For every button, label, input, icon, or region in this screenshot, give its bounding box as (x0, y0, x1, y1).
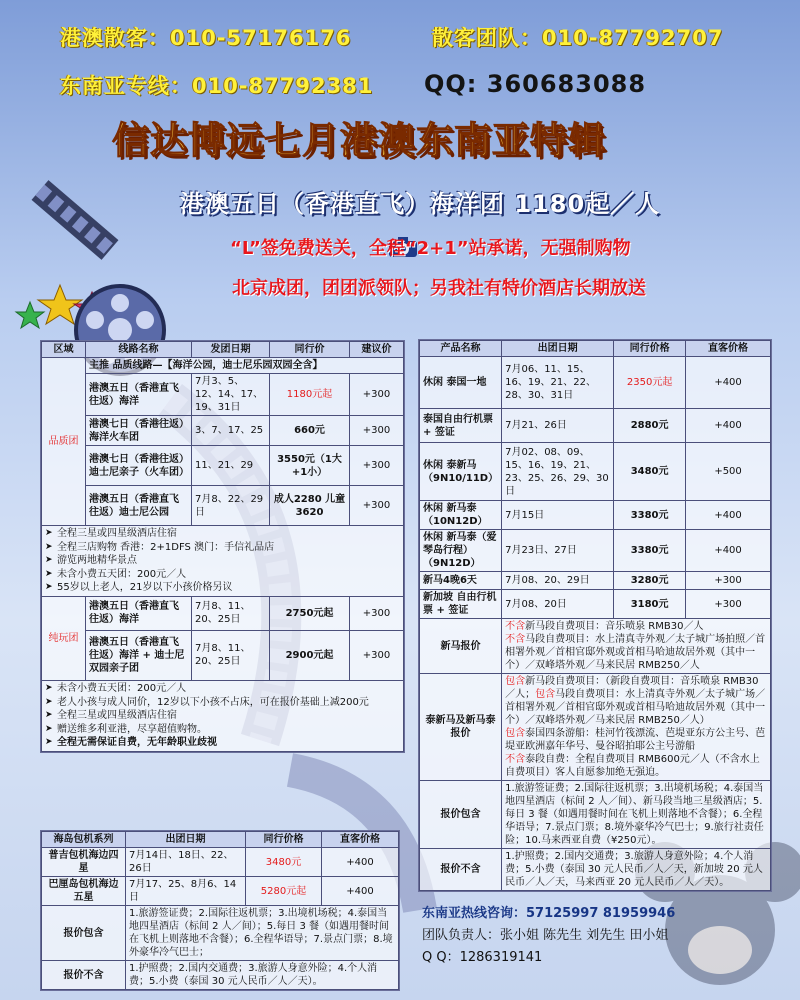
contact-qq: Q Q：1286319141 (422, 950, 543, 965)
route-suggest: +300 (350, 374, 404, 416)
route-price: 成人2280 儿童3620 (270, 486, 350, 526)
route-price: 3550元（1大+1小） (270, 446, 350, 486)
product-name: 泰国自由行机票 + 签证 (420, 409, 502, 443)
col-header: 出团日期 (502, 341, 614, 357)
note-item: ➤ 全程无需保证自费，无年龄职业歧视 (45, 736, 400, 750)
promo-line-2: 北京成团，团团派领队；另我社有特价酒店长期放送 (232, 278, 646, 299)
product-suggest: +300 (686, 590, 771, 619)
route-name: 港澳七日（香港往返）海洋火车团 (86, 416, 192, 446)
col-header: 同行价格 (614, 341, 686, 357)
product-suggest: +400 (686, 409, 771, 443)
route-price: 2750元起 (270, 596, 350, 630)
product-dates: 7月23日、27日 (502, 530, 614, 572)
col-header: 直客价格 (686, 341, 771, 357)
product-price: 2880元 (614, 409, 686, 443)
charter-price: 5280元起 (246, 877, 322, 906)
col-header: 线路名称 (86, 342, 192, 358)
route-price: 1180元起 (270, 374, 350, 416)
col-header: 出团日期 (126, 832, 246, 848)
route-price: 2900元起 (270, 630, 350, 680)
group-phone: 散客团队：010-87792707 (432, 26, 724, 50)
product-suggest: +400 (686, 501, 771, 530)
product-price: 3480元 (614, 443, 686, 501)
charter-suggest: +400 (322, 848, 399, 877)
notes-list-1 (45, 527, 400, 595)
charter-dates: 7月14日、18日、22、26日 (126, 848, 246, 877)
route-dates: 7月8、11、20、25日 (192, 630, 270, 680)
header-qq: QQ: 360683088 (424, 70, 647, 98)
txm-text: 包含新马段自费项目：（新段自费项目：音乐喷泉 RMB30／人；包含马段自费项目：水上清真寺外观／太子城广场／首相署外观／首相官邸外观或首相马哈迪故居外观（其中一个）／双峰塔外观／马来民居 RMB250／人） 包含泰国四条游船：桂河竹筏漂流、芭堤亚东方公主号、芭堤亚欧洲嘉年华号、曼谷昭拍耶公主号游船 不含泰段自费：全程自费项目 RMB600元／人（不含水上自费项目）客人自愿参加绝无强迫。 (502, 674, 771, 781)
product-name: 新马4晚6天 (420, 572, 502, 590)
excludes-label: 报价不含 (42, 961, 126, 990)
route-name: 港澳五日（香港直飞往返）海洋 + 迪士尼双园亲子团 (86, 630, 192, 680)
note-item: ➤ 全程三店购物 香港：2+1DFS 澳门：手信礼品店 (45, 541, 400, 555)
product-dates: 7月02、08、09、15、16、19、21、23、25、26、29、30日 (502, 443, 614, 501)
col-header: 产品名称 (420, 341, 502, 357)
includes-text: 1.旅游签证费；2.国际往返机票；3.出境机场税；4.泰国当地四星酒店（标间 2 人／间）、新马段当地三星级酒店；5.每日 3 餐（如遇用餐时间在飞机上则落地不含餐）；6.全程华语导；7.景点门票；8.境外豪华冷气巴士；9.旅行社责任险；10.马来西亚自费（¥250元）。 (502, 781, 771, 849)
charter-price: 3480元 (246, 848, 322, 877)
main-line: 主推 品质线路—【海洋公园，迪士尼乐园双园全含】 (86, 358, 404, 374)
note-item: ➤ 赠送维多利亚港，尽享超值购物。 (45, 723, 400, 737)
island-charter-table (40, 830, 400, 991)
col-header: 同行价 (270, 342, 350, 358)
charter-suggest: +400 (322, 877, 399, 906)
col-header: 同行价格 (246, 832, 322, 848)
product-price: 3280元 (614, 572, 686, 590)
route-dates: 7月8、22、29日 (192, 486, 270, 526)
route-dates: 11、21、29 (192, 446, 270, 486)
includes-label: 报价包含 (42, 906, 126, 961)
product-name: 休闲 新马泰（10N12D） (420, 501, 502, 530)
xm-text: 不含新马段自费项目：音乐喷泉 RMB30／人 不含马段自费项目：水上清真寺外观／太子城广场拍照／首相署外观／首相官邸外观或首相马哈迪故居外观（其中一个）／双峰塔外观／马来民居 RMB250／人 (502, 619, 771, 674)
product-dates: 7月08、20日 (502, 590, 614, 619)
includes-text: 1.旅游签证费；2.国际往返机票；3.出境机场税；4.泰国当地四星酒店（标间 2 人／间）；5.每日 3 餐（如遇用餐时间在飞机上则落地不含餐）；6.全程华语导；7.景点门票；8.境外豪华冷气巴士； (126, 906, 399, 961)
route-dates: 7月3、5、12、14、17、19、31日 (192, 374, 270, 416)
product-suggest: +400 (686, 357, 771, 409)
route-name: 港澳五日（香港直飞往返）迪士尼公园 (86, 486, 192, 526)
route-name: 港澳七日（香港往返）迪士尼亲子（火车团） (86, 446, 192, 486)
promo-line-1: “L”签免费送关，全程“2+1”站承诺，无强制购物 (230, 238, 631, 259)
product-dates: 7月08、20、29日 (502, 572, 614, 590)
hk-retail-phone: 港澳散客：010-57176176 (60, 26, 352, 50)
hk-macau-table (40, 340, 405, 753)
note-item: ➤ 未含小费五天团：200元／人 (45, 682, 400, 696)
route-suggest: +300 (350, 446, 404, 486)
route-name: 港澳五日（香港直飞往返）海洋 (86, 374, 192, 416)
note-item: ➤ 全程三星或四星级酒店住宿 (45, 709, 400, 723)
note-item: ➤ 未含小费五天团：200元／人 (45, 568, 400, 582)
note-item: ➤ 55岁以上老人，21岁以下小孩价格另议 (45, 581, 400, 595)
sea-phone: 东南亚专线：010-87792381 (60, 74, 374, 98)
col-header: 海岛包机系列 (42, 832, 126, 848)
route-price: 660元 (270, 416, 350, 446)
col-header: 区域 (42, 342, 86, 358)
route-suggest: +300 (350, 596, 404, 630)
team-leaders: 团队负责人：张小姐 陈先生 刘先生 田小姐 (422, 928, 669, 943)
route-dates: 7月8、11、20、25日 (192, 596, 270, 630)
product-dates: 7月21、26日 (502, 409, 614, 443)
route-dates: 3、7、17、25 (192, 416, 270, 446)
product-name: 休闲 新马泰（爱琴岛行程）（9N12D） (420, 530, 502, 572)
product-dates: 7月06、11、15、16、19、21、22、28、30、31日 (502, 357, 614, 409)
excludes-label: 报价不含 (420, 849, 502, 891)
product-dates: 7月15日 (502, 501, 614, 530)
excludes-text: 1.护照费；2.国内交通费；3.旅游人身意外险；4.个人消费；5.小费（泰国 30 元人民币／人／天）。 (126, 961, 399, 990)
page-title: 信达博远七月港澳东南亚特辑 (112, 119, 606, 162)
route-name: 港澳五日（香港直飞往返）海洋 (86, 596, 192, 630)
charter-name: 巴厘岛包机海边五星 (42, 877, 126, 906)
note-item: ➤ 老人小孩与成人同价，12岁以下小孩不占床，可在报价基础上减200元 (45, 696, 400, 710)
page-subtitle: 港澳五日（香港直飞）海洋团 1180起／人 (180, 190, 661, 218)
region-label: 纯玩团 (42, 596, 86, 680)
excludes-text: 1.护照费；2.国内交通费；3.旅游人身意外险；4.个人消费；5.小费（泰国 30 元人民币／人／天，新加坡 20 元人民币／人／天，马来西亚 20 元人民币／人／天）。 (502, 849, 771, 891)
product-suggest: +500 (686, 443, 771, 501)
product-name: 休闲 泰国一地 (420, 357, 502, 409)
notes-list-2 (45, 682, 400, 750)
southeast-asia-table (418, 339, 772, 892)
product-name: 新加坡 自由行机票 + 签证 (420, 590, 502, 619)
txm-label: 泰新马及新马泰报价 (420, 674, 502, 781)
note-item: ➤ 全程三星或四星级酒店住宿 (45, 527, 400, 541)
route-suggest: +300 (350, 630, 404, 680)
product-suggest: +400 (686, 530, 771, 572)
product-price: 2350元起 (614, 357, 686, 409)
region-label: 品质团 (42, 358, 86, 526)
xm-label: 新马报价 (420, 619, 502, 674)
product-price: 3380元 (614, 501, 686, 530)
col-header: 建议价 (350, 342, 404, 358)
route-suggest: +300 (350, 486, 404, 526)
col-header: 发团日期 (192, 342, 270, 358)
product-name: 休闲 泰新马（9N10/11D） (420, 443, 502, 501)
product-price: 3180元 (614, 590, 686, 619)
contact-block (422, 903, 772, 969)
charter-dates: 7月17、25、8月6、14日 (126, 877, 246, 906)
product-price: 3380元 (614, 530, 686, 572)
hotline: 东南亚热线咨询：57125997 81959946 (422, 906, 676, 921)
route-suggest: +300 (350, 416, 404, 446)
charter-name: 普吉包机海边四星 (42, 848, 126, 877)
col-header: 直客价格 (322, 832, 399, 848)
includes-label: 报价包含 (420, 781, 502, 849)
product-suggest: +300 (686, 572, 771, 590)
note-item: ➤ 游览两地精华景点 (45, 554, 400, 568)
